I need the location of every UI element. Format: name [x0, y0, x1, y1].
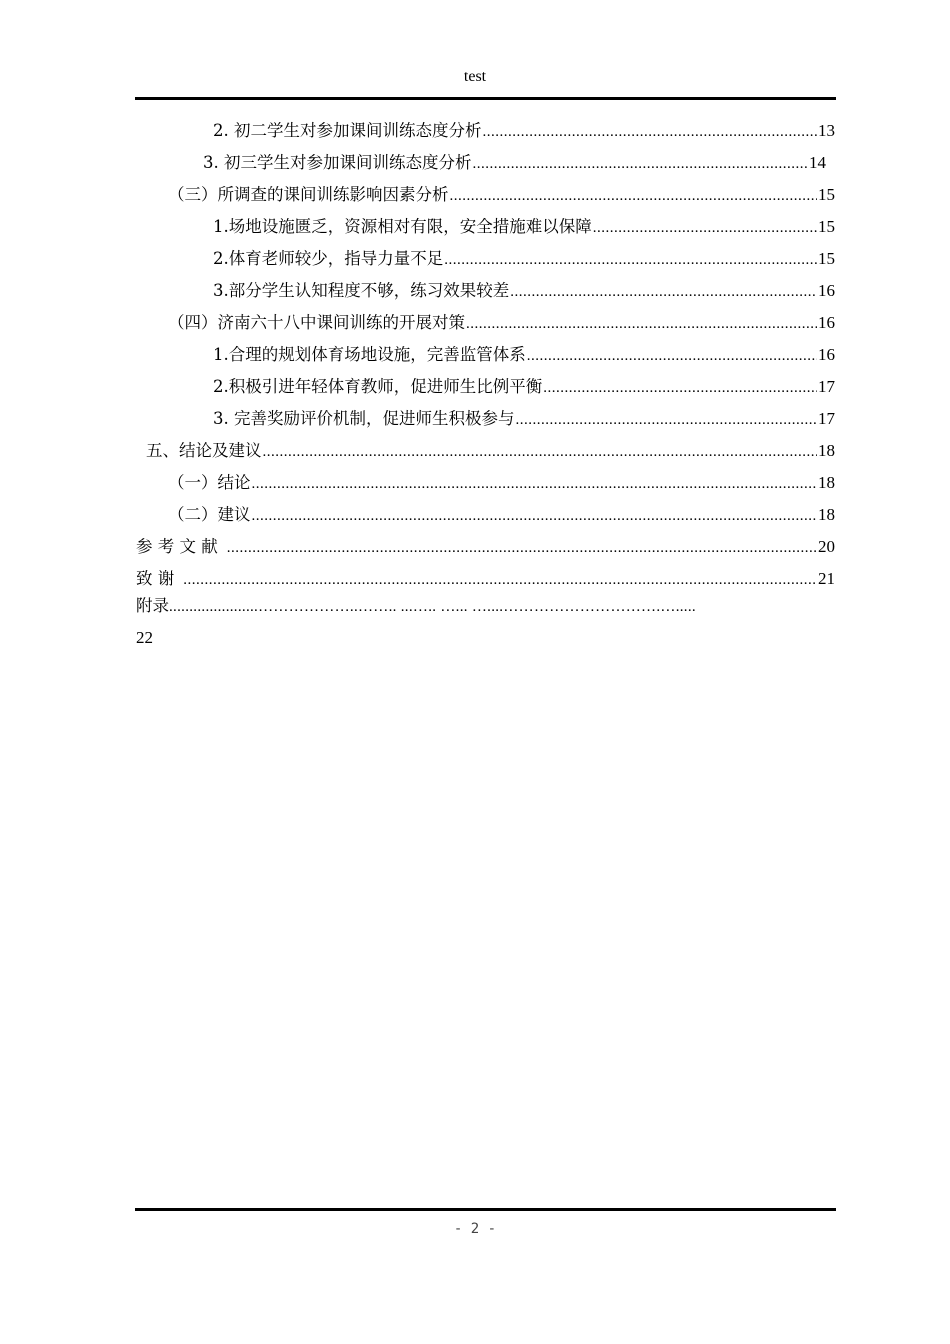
header-rule: [135, 97, 836, 100]
toc-entry[interactable]: [213, 215, 835, 239]
toc-leader-dots: [252, 472, 818, 496]
toc-entry-title: （一）结论: [168, 473, 251, 492]
toc-leader-dots: [543, 376, 817, 400]
toc-entry[interactable]: [213, 407, 835, 431]
toc-entry-title: 3. 完善奖励评价机制，促进师生积极参与: [213, 409, 515, 428]
toc-leader-dots: [183, 568, 817, 592]
toc-entry-page: 17: [818, 409, 835, 428]
toc-entry[interactable]: [146, 439, 835, 463]
toc-entry-page: 15: [818, 249, 835, 268]
toc-entry-page: 18: [818, 441, 835, 460]
toc-entry[interactable]: [213, 247, 835, 271]
toc-entry-page: 16: [818, 345, 835, 364]
toc-entry-title: 2.体育老师较少，指导力量不足: [213, 249, 444, 268]
toc-entry-appendix[interactable]: [136, 594, 696, 619]
toc-entry-title: 五、结论及建议: [146, 441, 262, 460]
toc-entry-page: 18: [818, 505, 835, 524]
page-header: test: [463, 68, 487, 85]
toc-entry-title: （三）所调查的课间训练影响因素分析: [168, 185, 449, 204]
toc-entry-page: 21: [818, 569, 835, 588]
toc-entry-title: （二）建议: [168, 505, 251, 524]
toc-leader-dots: [593, 216, 817, 240]
toc-leader-dots: [444, 248, 817, 272]
toc-entry-title: 3. 初三学生对参加课间训练态度分析: [203, 153, 472, 172]
toc-entry-title: 致 谢: [136, 569, 175, 588]
toc-entry[interactable]: [213, 343, 835, 367]
toc-leader-dots: [450, 184, 818, 208]
toc-leader-dots: [527, 344, 817, 368]
toc-entry-page: 15: [818, 185, 835, 204]
toc-entry-title: 1.场地设施匮乏，资源相对有限，安全措施难以保障: [213, 217, 592, 236]
toc-entry-title: 2. 初二学生对参加课间训练态度分析: [213, 121, 482, 140]
toc-entry[interactable]: [168, 503, 835, 527]
toc-entry[interactable]: [213, 279, 835, 303]
toc-entry-page: 14: [809, 153, 826, 172]
footer-rule: [135, 1208, 836, 1211]
toc-leader-dots: [263, 440, 818, 464]
toc-entry-title: 1.合理的规划体育场地设施，完善监管体系: [213, 345, 526, 364]
toc-entry-title: 参 考 文 献: [136, 537, 218, 556]
toc-leader-dots: [510, 280, 817, 304]
toc-leader-dots: [473, 152, 809, 176]
toc-leader-dots: [483, 120, 818, 144]
toc-leader-dots: [227, 536, 817, 560]
toc-entry-page: 15: [818, 217, 835, 236]
toc-entry-page: 20: [818, 537, 835, 556]
toc-entry-title: 2.积极引进年轻体育教师，促进师生比例平衡: [213, 377, 543, 396]
toc-entry-page: 13: [818, 121, 835, 140]
toc-entry[interactable]: [213, 119, 835, 143]
toc-entry-title: 3.部分学生认知程度不够，练习效果较差: [213, 281, 510, 300]
page-number: - 2 -: [453, 1221, 497, 1237]
toc-entry-page: 16: [818, 313, 835, 332]
toc-entry-title: 附录: [136, 596, 169, 615]
toc-leader-dots: [516, 408, 818, 432]
toc-leader-dots: [252, 504, 818, 528]
toc-entry[interactable]: [168, 183, 835, 207]
toc-entry-page: 17: [818, 377, 835, 396]
toc-entry[interactable]: [136, 535, 835, 559]
toc-entry-page: 18: [818, 473, 835, 492]
toc-entry-title: （四）济南六十八中课间训练的开展对策: [168, 313, 465, 332]
toc-entry[interactable]: [213, 375, 835, 399]
toc-entry-page: 16: [818, 281, 835, 300]
toc-entry[interactable]: [168, 311, 835, 335]
toc-leader-dots: [466, 312, 817, 336]
toc-entry[interactable]: [136, 567, 835, 591]
toc-entry[interactable]: [203, 151, 826, 175]
toc-entry[interactable]: [168, 471, 835, 495]
toc-entry-page: 22: [136, 628, 153, 647]
toc-entry-appendix-page: [136, 626, 153, 650]
toc-leader-dots: ......................………………..…….. ...….. …... …....………………………….….....: [169, 599, 696, 615]
